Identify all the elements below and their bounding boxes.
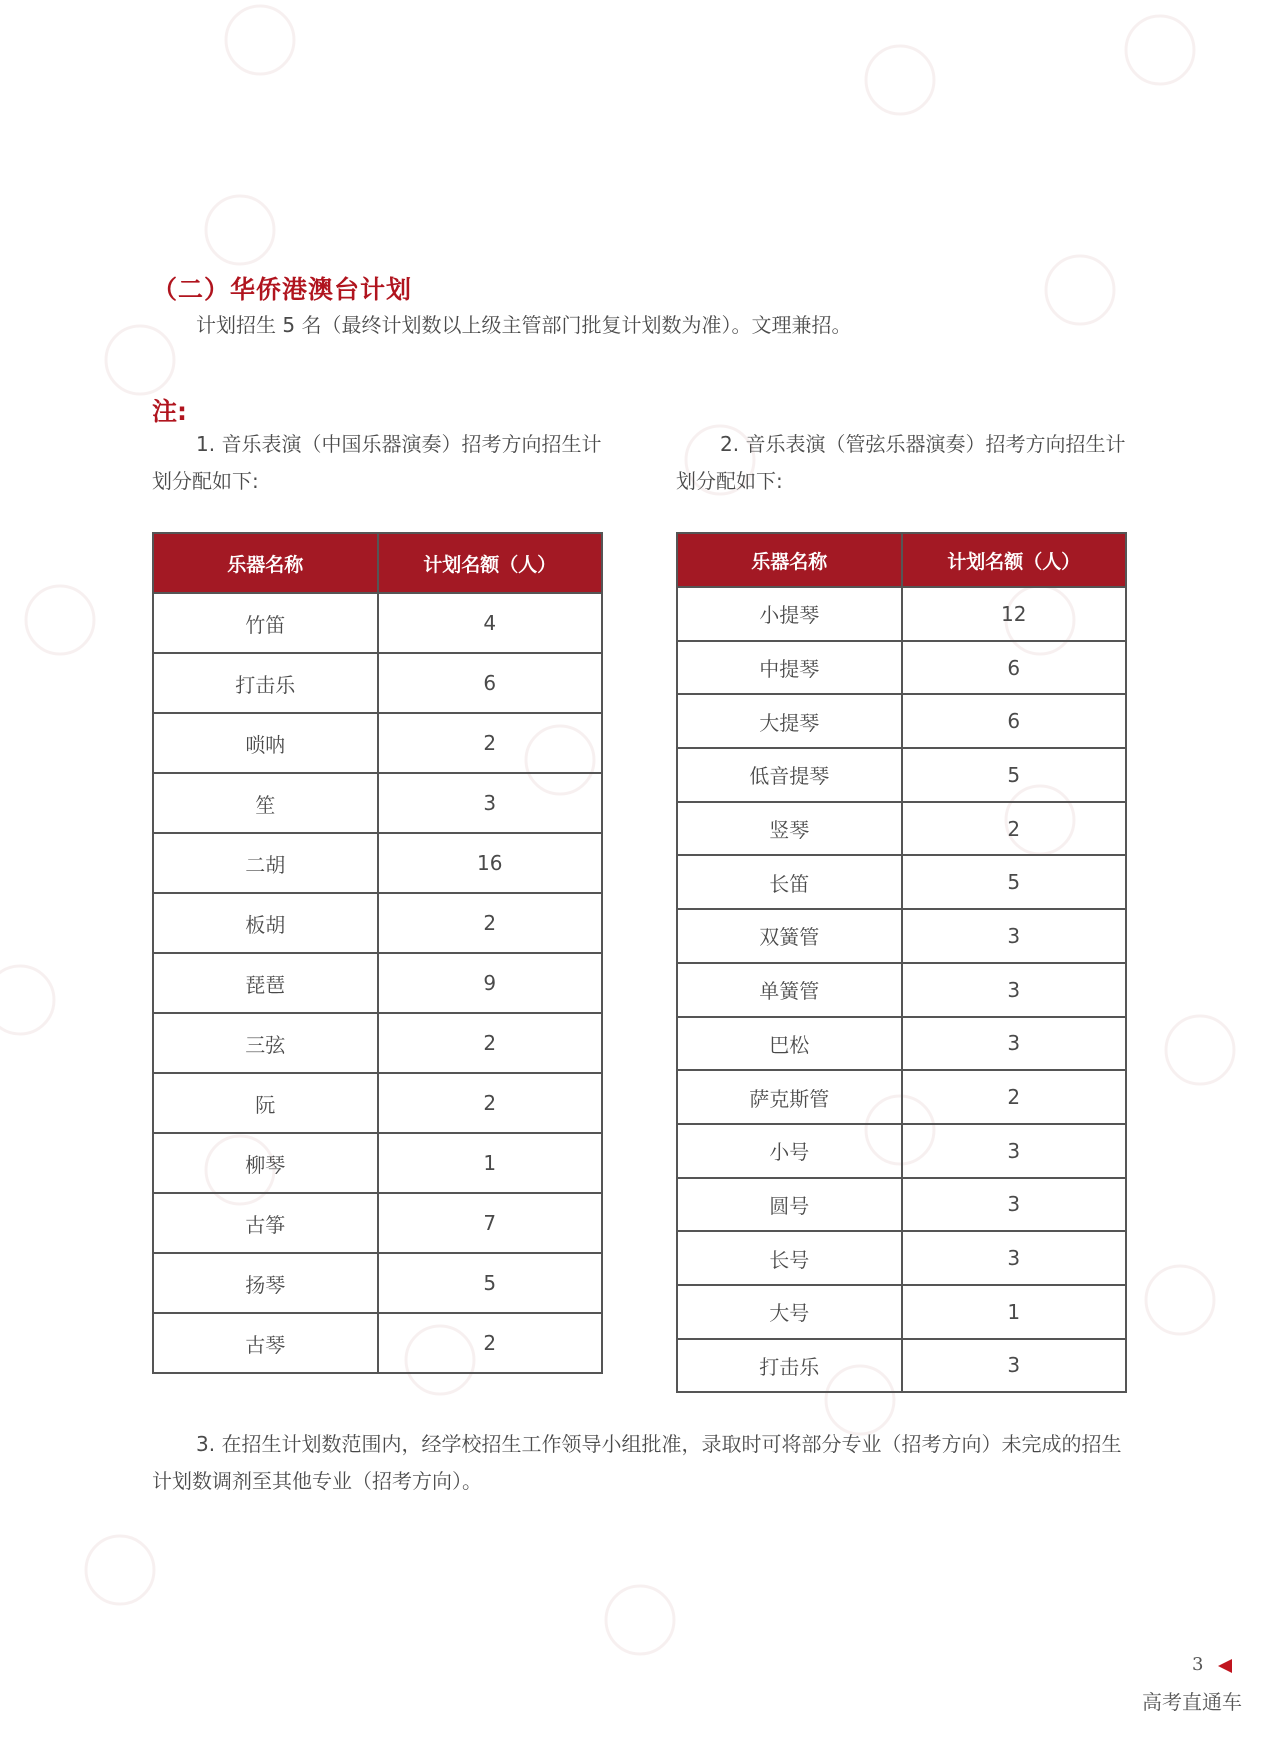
quota-value: 3 — [902, 1178, 1127, 1232]
instrument-name: 长笛 — [677, 855, 902, 909]
intro-orchestral-instruments: 2. 音乐表演（管弦乐器演奏）招考方向招生计划分配如下: — [676, 432, 1126, 493]
quota-value: 3 — [902, 909, 1127, 963]
table-row — [677, 641, 1126, 695]
table-row — [677, 963, 1126, 1017]
table-row — [677, 694, 1126, 748]
table-row — [677, 909, 1126, 963]
quota-value: 9 — [378, 953, 603, 1013]
adjustment-footnote: 3. 在招生计划数范围内，经学校招生工作领导小组批准，录取时可将部分专业（招考方向）未完成的招生计划数调剂至其他专业（招考方向）。 — [152, 1432, 1122, 1493]
instrument-name: 竖琴 — [677, 802, 902, 856]
quota-value: 6 — [902, 641, 1127, 695]
quota-value: 3 — [902, 963, 1127, 1017]
table-row — [677, 1285, 1126, 1339]
section-title: （二）华侨港澳台计划 — [152, 275, 413, 304]
table-row — [153, 593, 602, 653]
table-row — [677, 1231, 1126, 1285]
publication-name: 高考直通车 — [1142, 1690, 1242, 1714]
page-number: 3 — [1192, 1654, 1204, 1675]
instrument-name: 柳琴 — [153, 1133, 378, 1193]
table-row — [153, 773, 602, 833]
instrument-name: 二胡 — [153, 833, 378, 893]
quota-value: 3 — [378, 773, 603, 833]
instrument-name: 古筝 — [153, 1193, 378, 1253]
instrument-name: 阮 — [153, 1073, 378, 1133]
note-heading: 注: — [152, 397, 187, 426]
quota-value: 5 — [378, 1253, 603, 1313]
instrument-name: 单簧管 — [677, 963, 902, 1017]
instrument-name: 大提琴 — [677, 694, 902, 748]
column-header-instrument: 乐器名称 — [677, 533, 902, 587]
quota-value: 2 — [902, 802, 1127, 856]
instrument-name: 笙 — [153, 773, 378, 833]
quota-value: 6 — [902, 694, 1127, 748]
instrument-name: 双簧管 — [677, 909, 902, 963]
table-header-row — [153, 533, 602, 593]
table-row — [677, 1124, 1126, 1178]
instrument-name: 大号 — [677, 1285, 902, 1339]
instrument-name: 圆号 — [677, 1178, 902, 1232]
instrument-name: 古琴 — [153, 1313, 378, 1373]
instrument-name: 唢呐 — [153, 713, 378, 773]
table-row — [677, 1070, 1126, 1124]
table-row — [153, 1013, 602, 1073]
column-header-quota: 计划名额（人） — [902, 533, 1127, 587]
quota-value: 2 — [378, 1073, 603, 1133]
instrument-name: 巴松 — [677, 1017, 902, 1071]
instrument-name: 萨克斯管 — [677, 1070, 902, 1124]
quota-value: 3 — [902, 1231, 1127, 1285]
chinese-instrument-plan-table — [152, 532, 603, 1374]
table-row — [677, 1178, 1126, 1232]
column-header-quota: 计划名额（人） — [378, 533, 603, 593]
instrument-name: 打击乐 — [153, 653, 378, 713]
quota-value: 5 — [902, 748, 1127, 802]
table-row — [153, 653, 602, 713]
table-row — [153, 1193, 602, 1253]
instrument-name: 小号 — [677, 1124, 902, 1178]
quota-value: 7 — [378, 1193, 603, 1253]
quota-value: 2 — [378, 893, 603, 953]
instrument-name: 长号 — [677, 1231, 902, 1285]
quota-value: 1 — [378, 1133, 603, 1193]
table-row — [677, 855, 1126, 909]
column-header-instrument: 乐器名称 — [153, 533, 378, 593]
table-row — [153, 713, 602, 773]
quota-value: 3 — [902, 1339, 1127, 1393]
table-row — [677, 587, 1126, 641]
quota-value: 2 — [378, 713, 603, 773]
quota-value: 5 — [902, 855, 1127, 909]
table-row — [677, 748, 1126, 802]
table-row — [153, 953, 602, 1013]
instrument-name: 中提琴 — [677, 641, 902, 695]
quota-value: 16 — [378, 833, 603, 893]
quota-value: 3 — [902, 1017, 1127, 1071]
instrument-name: 竹笛 — [153, 593, 378, 653]
table-row — [677, 802, 1126, 856]
table-row — [677, 1339, 1126, 1393]
table-row — [153, 893, 602, 953]
table-row — [153, 1313, 602, 1373]
quota-value: 2 — [378, 1313, 603, 1373]
quota-value: 6 — [378, 653, 603, 713]
table-row — [153, 1133, 602, 1193]
table-row — [677, 1017, 1126, 1071]
plan-summary: 计划招生 5 名（最终计划数以上级主管部门批复计划数为准）。文理兼招。 — [196, 313, 852, 337]
instrument-name: 三弦 — [153, 1013, 378, 1073]
instrument-name: 琵琶 — [153, 953, 378, 1013]
table-header-row — [677, 533, 1126, 587]
instrument-name: 扬琴 — [153, 1253, 378, 1313]
instrument-name: 小提琴 — [677, 587, 902, 641]
page-arrow-icon — [1218, 1659, 1232, 1673]
quota-value: 2 — [902, 1070, 1127, 1124]
intro-chinese-instruments: 1. 音乐表演（中国乐器演奏）招考方向招生计划分配如下: — [152, 432, 602, 493]
orchestral-instrument-plan-table — [676, 532, 1127, 1393]
quota-value: 4 — [378, 593, 603, 653]
table-row — [153, 1253, 602, 1313]
quota-value: 3 — [902, 1124, 1127, 1178]
instrument-name: 低音提琴 — [677, 748, 902, 802]
quota-value: 2 — [378, 1013, 603, 1073]
table-row — [153, 1073, 602, 1133]
instrument-name: 板胡 — [153, 893, 378, 953]
instrument-name: 打击乐 — [677, 1339, 902, 1393]
table-row — [153, 833, 602, 893]
quota-value: 1 — [902, 1285, 1127, 1339]
quota-value: 12 — [902, 587, 1127, 641]
